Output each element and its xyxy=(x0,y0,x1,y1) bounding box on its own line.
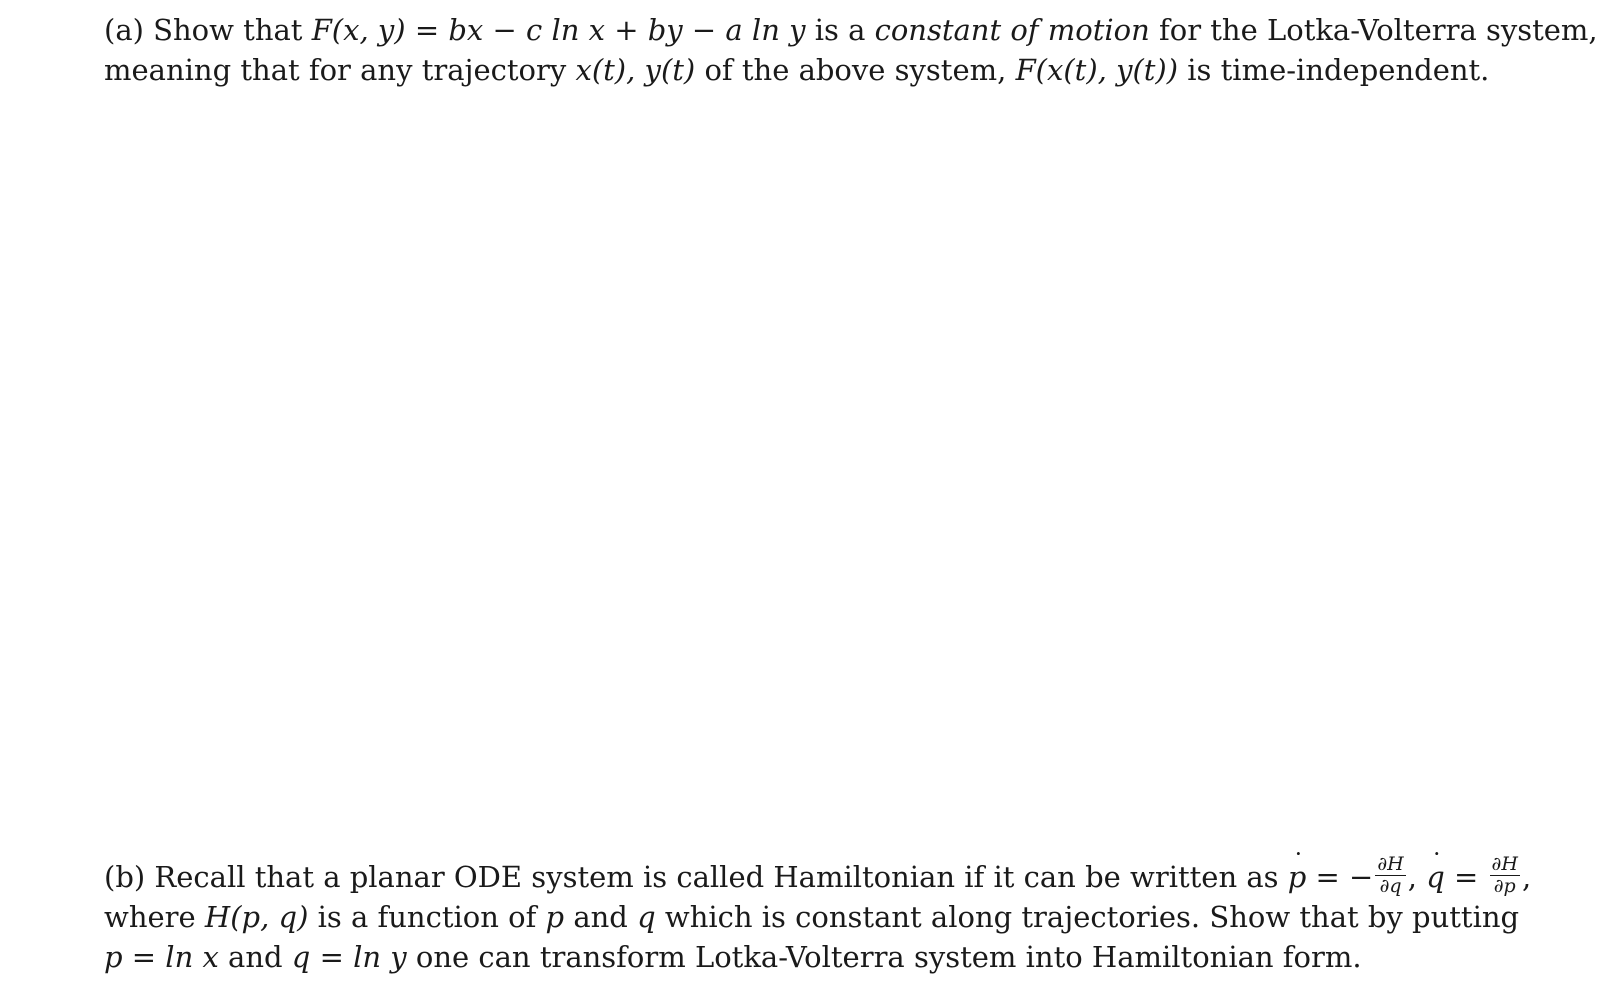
equals-minus: = − xyxy=(1315,860,1374,894)
part-b-where: where xyxy=(104,900,196,934)
part-b-line1-text: Recall that a planar ODE system is called Hamiltonian if it can be written as xyxy=(154,860,1279,894)
q-dot: q ˙ xyxy=(1426,857,1445,897)
and-2: and xyxy=(228,940,283,974)
constant-of-motion-emphasis: constant of motion xyxy=(874,13,1150,47)
fraction-dH-dq-denominator: ∂q xyxy=(1379,874,1402,897)
fraction-dH-dp-denominator: ∂p xyxy=(1493,874,1516,897)
F-of-trajectory: F(x(t), y(t)) xyxy=(1015,53,1179,87)
fraction-dH-dp-numerator: ∂H xyxy=(1491,852,1518,875)
H-of-pq: H(p, q) xyxy=(204,900,309,934)
substitution-p: p = ln x xyxy=(104,940,219,974)
comma-1: , xyxy=(1407,860,1417,894)
part-b-line-1 xyxy=(104,852,1532,897)
equals-2: = xyxy=(1454,860,1479,894)
fraction-dH-dq-numerator: ∂H xyxy=(1377,852,1404,875)
p-dot: p ˙ xyxy=(1288,857,1307,897)
part-b-is-function: is a function of xyxy=(317,900,537,934)
part-a-line-1 xyxy=(104,10,1598,50)
part-b-line-3 xyxy=(104,937,1466,977)
part-a-is: is a xyxy=(814,13,866,47)
fraction-dH-dp xyxy=(1490,852,1520,897)
comma-2: , xyxy=(1521,860,1532,894)
part-a-label: (a) xyxy=(104,13,144,47)
part-a-line-2 xyxy=(104,50,1490,90)
substitution-q: q = ln y xyxy=(291,940,407,974)
part-a-line1-rest: for the Lotka-Volterra system, xyxy=(1159,13,1598,47)
part-a-intro: Show that xyxy=(153,13,303,47)
part-a-line2-text: meaning that for any trajectory xyxy=(104,53,567,87)
and-1: and xyxy=(573,900,628,934)
part-a-line2-mid: of the above system, xyxy=(704,53,1007,87)
problem-part-a xyxy=(104,10,1598,90)
part-b-line-2 xyxy=(104,897,1520,937)
part-b-line3-rest: one can transform Lotka-Volterra system into Hamiltonian form. xyxy=(415,940,1362,974)
variable-q: q xyxy=(637,900,656,934)
part-b-label: (b) xyxy=(104,860,146,894)
fraction-dH-dq xyxy=(1375,852,1405,897)
formula-F: F(x, y) = bx − c ln x + by − a ln y xyxy=(311,13,806,47)
variable-p: p xyxy=(545,900,565,934)
problem-part-b xyxy=(104,852,1532,977)
part-b-line2-rest: which is constant along trajectories. Show that by putting xyxy=(664,900,1520,934)
part-a-line2-end: is time-independent. xyxy=(1187,53,1490,87)
trajectory-expression: x(t), y(t) xyxy=(575,53,696,87)
